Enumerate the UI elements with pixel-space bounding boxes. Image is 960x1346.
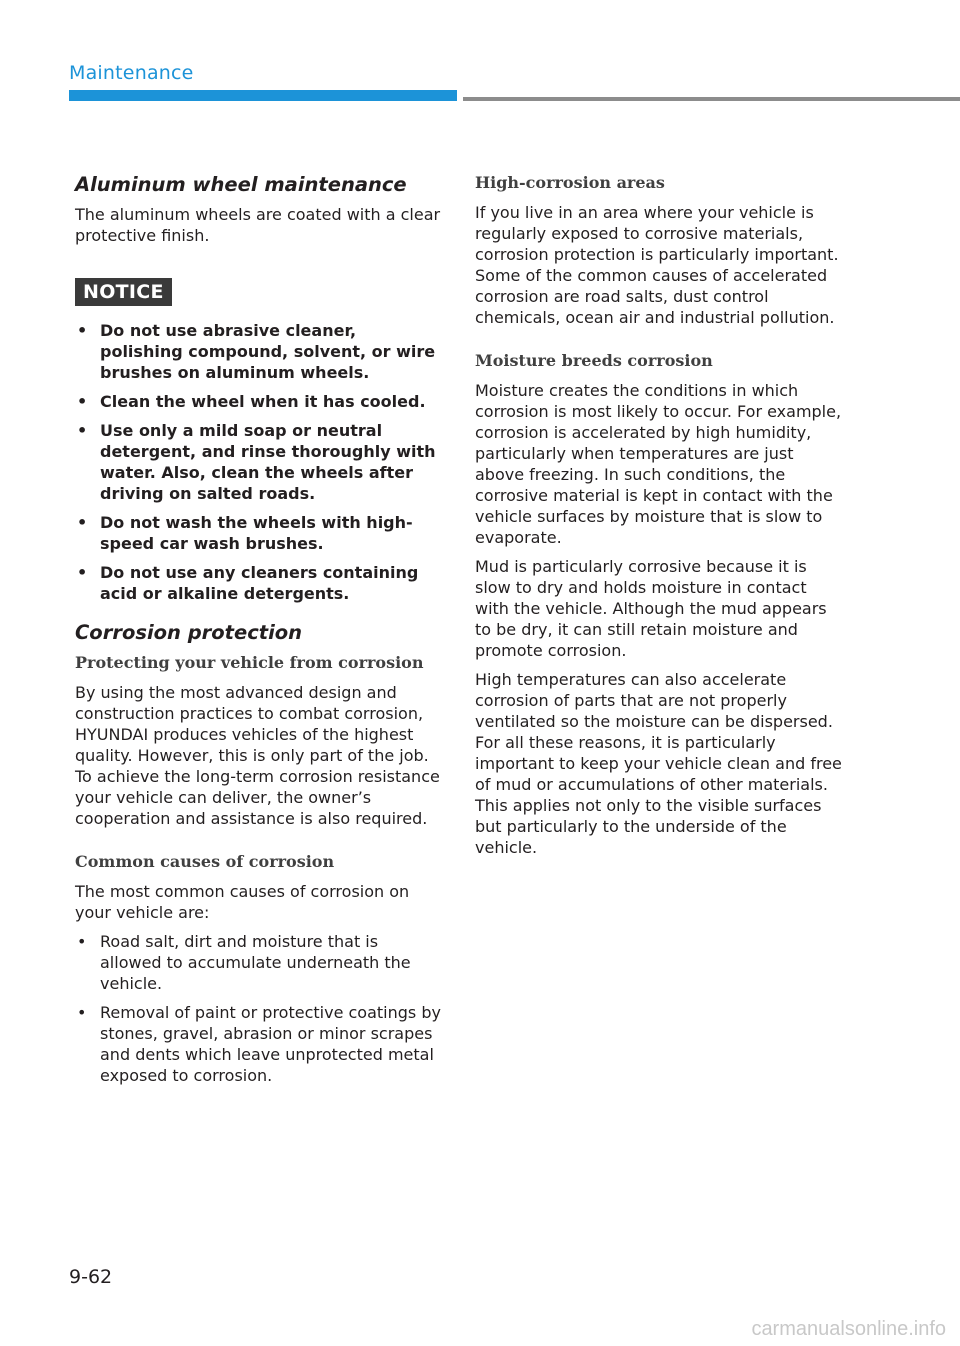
section-title: Maintenance <box>69 62 194 84</box>
aluminum-wheel-heading: Aluminum wheel maintenance <box>75 173 407 196</box>
header-accent-bar <box>69 90 457 101</box>
aluminum-wheel-text: The aluminum wheels are coated with a clear protective finish. <box>75 205 441 245</box>
notice-item: • Do not wash the wheels with high-speed car wash brushes. <box>75 512 443 554</box>
protecting-vehicle-heading: Protecting your vehicle from corrosion <box>75 653 424 672</box>
moisture-heading: Moisture breeds corrosion <box>475 351 713 370</box>
cause-item: • Removal of paint or protective coatings by stones, gravel, abrasion or minor scrapes and dents which leave unprotected metal exposed to corrosion. <box>75 1002 443 1086</box>
moisture-paragraph-3: High temperatures can also accelerate corrosion of parts that are not properly ventilated so the moisture can be dispersed. For all these reasons, it is particularly important to keep your vehicle clean and free of mud or accumulations of other materials. This applies not only to the visible surfaces but particularly to the underside of the vehicle. <box>475 670 842 857</box>
corrosion-protection-heading: Corrosion protection <box>75 621 303 644</box>
header-rule <box>463 97 960 101</box>
notice-item: • Clean the wheel when it has cooled. <box>75 391 443 412</box>
protecting-vehicle-text: By using the most advanced design and construction practices to combat corrosion, HYUNDAI produces vehicles of the highest quality. However, this is only part of the job. To achieve the long-term corrosion resistance your vehicle can deliver, the owner’s cooperation and assistance is also required. <box>75 683 440 828</box>
notice-item: • Use only a mild soap or neutral detergent, and rinse thoroughly with water. Also, clean the wheels after driving on salted roads. <box>75 420 443 504</box>
right-column <box>475 172 843 866</box>
moisture-paragraph-2: Mud is particularly corrosive because it is slow to dry and holds moisture in contact with the vehicle. Although the mud appears to be dry, it can still retain moisture and promote corrosion. <box>475 557 827 660</box>
notice-item: • Do not use any cleaners containing acid or alkaline detergents. <box>75 562 443 604</box>
high-corrosion-heading: High-corrosion areas <box>475 173 665 192</box>
notice-label: NOTICE <box>75 278 172 306</box>
common-causes-list <box>75 931 443 1086</box>
page-number: 9-62 <box>69 1266 113 1288</box>
common-causes-heading: Common causes of corrosion <box>75 852 335 871</box>
notice-list <box>75 320 443 604</box>
cause-item: • Road salt, dirt and moisture that is allowed to accumulate underneath the vehicle. <box>75 931 443 994</box>
watermark: carmanualsonline.info <box>751 1318 946 1340</box>
moisture-paragraph-1: Moisture creates the conditions in which corrosion is most likely to occur. For example, corrosion is accelerated by high humidity, particularly when temperatures are just above freezing. In such conditions, the corrosive material is kept in contact with the vehicle surfaces by moisture that is slow to evaporate. <box>475 381 842 547</box>
high-corrosion-text: If you live in an area where your vehicle is regularly exposed to corrosive materials, corrosion protection is particularly important. Some of the common causes of accelerated corrosion are road salts, dust control chemicals, ocean air and industrial pollution. <box>475 203 839 327</box>
left-column <box>75 172 443 1096</box>
common-causes-intro: The most common causes of corrosion on your vehicle are: <box>75 882 410 922</box>
notice-item: • Do not use abrasive cleaner, polishing compound, solvent, or wire brushes on aluminum wheels. <box>75 320 443 383</box>
